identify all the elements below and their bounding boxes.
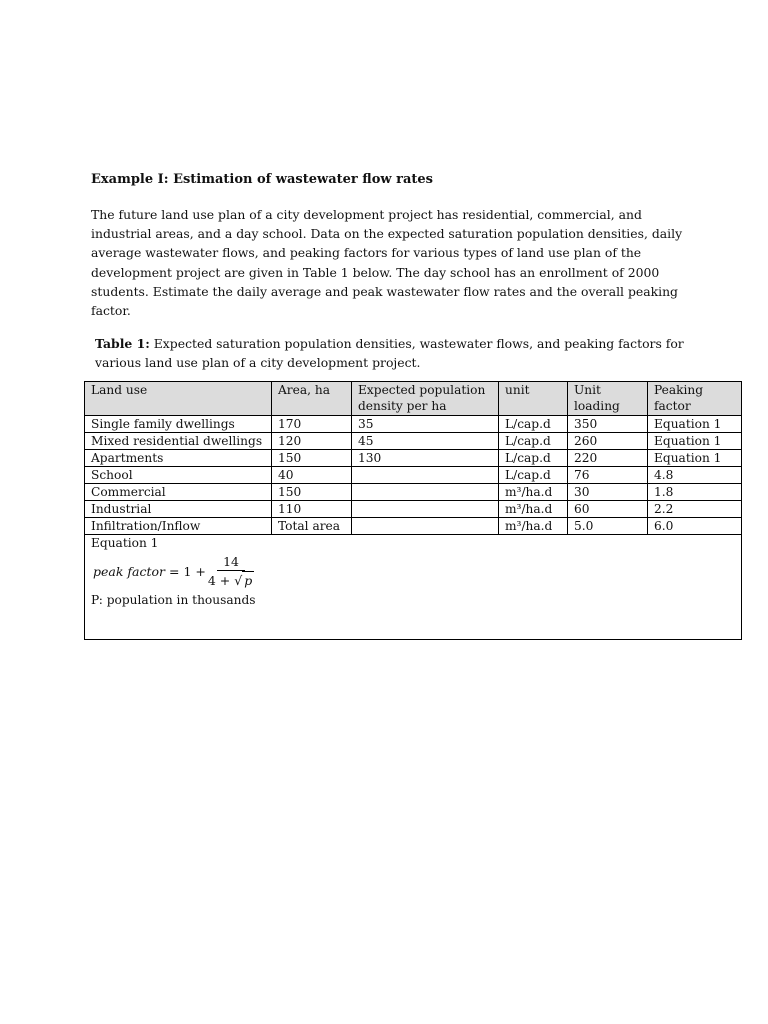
table-row bbox=[85, 501, 742, 518]
cell-land-use: Infiltration/Inflow bbox=[85, 518, 272, 535]
cell-unit: L/cap.d bbox=[499, 416, 568, 433]
formula-denominator-prefix: 4 + bbox=[207, 573, 235, 588]
cell-density bbox=[352, 467, 499, 484]
cell-land-use: Mixed residential dwellings bbox=[85, 433, 272, 450]
table-row bbox=[85, 416, 742, 433]
cell-unit-loading: 60 bbox=[568, 501, 648, 518]
cell-area: Total area bbox=[272, 518, 352, 535]
cell-unit: m³/ha.d bbox=[499, 501, 568, 518]
population-note: P: population in thousands bbox=[91, 593, 256, 607]
cell-peaking-factor: 1.8 bbox=[648, 484, 742, 501]
formula-sqrt-arg: p bbox=[244, 573, 253, 588]
formula-denominator: 4 + √ p bbox=[207, 573, 253, 588]
cell-peaking-factor: Equation 1 bbox=[648, 450, 742, 467]
problem-paragraph: The future land use plan of a city development project has residential, commercial, and industrial areas, and a day school. Data on the expected saturation population densities, daily average wastewater flows, and peaking factors for various types of land use plan of the development project are given in Table 1 below. The day school has an enrollment of 2000 students. Estimate the daily average and peak wastewater flow rates and the overall peaking factor. bbox=[91, 207, 683, 319]
table-row bbox=[85, 467, 742, 484]
cell-area: 170 bbox=[272, 416, 352, 433]
cell-unit-loading: 5.0 bbox=[568, 518, 648, 535]
cell-unit-loading: 220 bbox=[568, 450, 648, 467]
cell-peaking-factor: 4.8 bbox=[648, 467, 742, 484]
table-row bbox=[85, 518, 742, 535]
cell-unit-loading: 76 bbox=[568, 467, 648, 484]
cell-area: 40 bbox=[272, 467, 352, 484]
table-row bbox=[85, 450, 742, 467]
cell-density: 35 bbox=[352, 416, 499, 433]
cell-area: 150 bbox=[272, 484, 352, 501]
table-row bbox=[85, 433, 742, 450]
equation-cell bbox=[85, 535, 742, 640]
land-use-table bbox=[84, 381, 742, 640]
cell-peaking-factor: 6.0 bbox=[648, 518, 742, 535]
formula-equals-one-plus: = 1 + bbox=[169, 563, 206, 579]
table-header-row bbox=[85, 382, 742, 416]
cell-land-use: Apartments bbox=[85, 450, 272, 467]
header-land-use: Land use bbox=[85, 382, 272, 416]
cell-density bbox=[352, 484, 499, 501]
cell-unit: m³/ha.d bbox=[499, 518, 568, 535]
equation-label: Equation 1 bbox=[91, 536, 159, 550]
cell-unit-loading: 30 bbox=[568, 484, 648, 501]
formula-numerator: 14 bbox=[217, 553, 245, 571]
cell-peaking-factor: Equation 1 bbox=[648, 416, 742, 433]
header-unit-loading: Unit loading bbox=[568, 382, 648, 416]
cell-peaking-factor: 2.2 bbox=[648, 501, 742, 518]
cell-unit-loading: 350 bbox=[568, 416, 648, 433]
equation-row bbox=[85, 535, 742, 640]
formula-lhs: peak factor bbox=[93, 563, 166, 579]
cell-density: 130 bbox=[352, 450, 499, 467]
cell-land-use: Industrial bbox=[85, 501, 272, 518]
header-unit: unit bbox=[499, 382, 568, 416]
cell-land-use: School bbox=[85, 467, 272, 484]
table-caption-text: Expected saturation population densities, wastewater flows, and peaking factors for various land use plan of a city development project. bbox=[95, 336, 684, 371]
formula-fraction bbox=[208, 553, 254, 590]
example-heading: Example I: Estimation of wastewater flow rates bbox=[91, 172, 433, 187]
cell-density: 45 bbox=[352, 433, 499, 450]
cell-density bbox=[352, 518, 499, 535]
header-area: Area, ha bbox=[272, 382, 352, 416]
header-population-density: Expected population density per ha bbox=[352, 382, 499, 416]
cell-land-use: Commercial bbox=[85, 484, 272, 501]
cell-unit: L/cap.d bbox=[499, 433, 568, 450]
table-row bbox=[85, 484, 742, 501]
cell-peaking-factor: Equation 1 bbox=[648, 433, 742, 450]
cell-unit-loading: 260 bbox=[568, 433, 648, 450]
table-caption bbox=[95, 334, 695, 372]
cell-unit: L/cap.d bbox=[499, 467, 568, 484]
cell-area: 110 bbox=[272, 501, 352, 518]
peak-factor-formula bbox=[93, 553, 735, 590]
cell-area: 120 bbox=[272, 433, 352, 450]
cell-unit: L/cap.d bbox=[499, 450, 568, 467]
cell-land-use: Single family dwellings bbox=[85, 416, 272, 433]
cell-area: 150 bbox=[272, 450, 352, 467]
table-caption-label: Table 1: bbox=[95, 336, 150, 351]
cell-density bbox=[352, 501, 499, 518]
cell-unit: m³/ha.d bbox=[499, 484, 568, 501]
header-peaking-factor: Peaking factor bbox=[648, 382, 742, 416]
